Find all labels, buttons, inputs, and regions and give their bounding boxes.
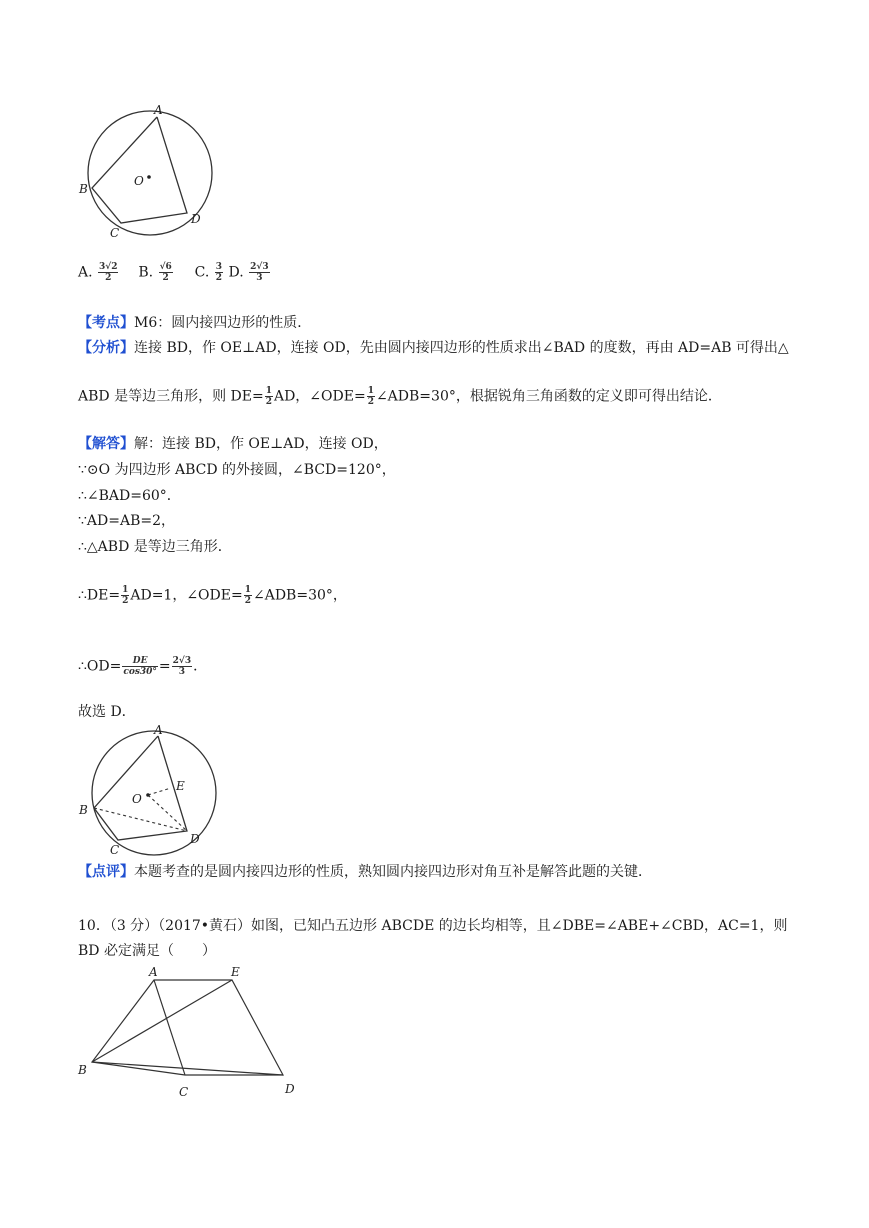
- figure-pentagon: [70, 962, 310, 1102]
- center-dot-2: [146, 793, 150, 797]
- jieda-tag: 【解答】: [78, 436, 134, 452]
- label-D: D: [191, 212, 201, 226]
- label-B-3: B: [78, 1063, 87, 1077]
- jieda-text-1: 解：连接 BD，作 OE⊥AD，连接 OD，: [134, 436, 388, 452]
- fenxi-fraction-1: $\frac{1}{2}$: [265, 386, 272, 407]
- choice-a-letter: A.: [78, 264, 93, 281]
- jieda-text-6b: AD=1，∠ODE=: [130, 587, 243, 604]
- label-O: O: [134, 174, 144, 188]
- fenxi-fraction-2: $\frac{1}{2}$: [367, 386, 374, 407]
- label-D-2: D: [190, 832, 200, 846]
- jieda-line5: ∴△ABD 是等边三角形．: [78, 539, 232, 555]
- fenxi-text-2b: AD，∠ODE=: [273, 388, 366, 405]
- segment-oe-dashed: [148, 788, 171, 795]
- choice-d-fraction: $\frac{2√3}{3}$: [250, 262, 269, 283]
- jieda-line1: [78, 434, 388, 454]
- fenxi-text-2a: ABD 是等边三角形，则 DE=: [78, 388, 264, 405]
- label-O-2: O: [132, 792, 142, 806]
- label-C-3: C: [179, 1085, 189, 1099]
- jieda-line4: ∵AD=AB=2，: [78, 513, 176, 529]
- fenxi-line1: [78, 338, 789, 358]
- label-E-3: E: [231, 965, 240, 979]
- fenxi-tag: 【分析】: [78, 340, 134, 356]
- segment-ac: [154, 980, 185, 1075]
- pentagon-abcde: [92, 980, 283, 1075]
- jieda-fraction-4: $\frac{2√3}{3}$: [172, 656, 192, 677]
- fenxi-text-1: 连接 BD，作 OE⊥AD，连接 OD，先由圆内接四边形的性质求出∠BAD 的度数，再由 AD=AB 可得出△: [134, 340, 789, 356]
- choice-d-letter: D.: [228, 264, 244, 281]
- choices-row: [78, 262, 271, 283]
- jieda-line2: ∵⊙O 为四边形 ABCD 的外接圆，∠BCD=120°，: [78, 462, 396, 478]
- label-B: B: [79, 182, 88, 196]
- label-B-2: B: [79, 803, 88, 817]
- dianping-line: [78, 862, 652, 882]
- jieda-text-6a: ∴DE=: [78, 587, 121, 604]
- choice-b-fraction: $\frac{√6}{2}$: [159, 262, 172, 283]
- label-C: C: [110, 226, 120, 240]
- jieda-fraction-2: $\frac{1}{2}$: [244, 585, 251, 606]
- fenxi-text-2c: ∠ADB=30°，根据锐角三角函数的定义即可得出结论．: [375, 388, 722, 405]
- center-dot: [147, 175, 151, 179]
- choice-c-letter: C.: [194, 264, 210, 281]
- jieda-fraction-1: $\frac{1}{2}$: [122, 585, 129, 606]
- choice-b-letter: B.: [138, 264, 154, 281]
- q10-line1: 10．（3 分）（2017•黄石）如图，已知凸五边形 ABCDE 的边长均相等，且∠DBE=∠ABE+∠CBD，AC=1，则: [78, 918, 788, 934]
- dianping-text: 本题考查的是圆内接四边形的性质，熟知圆内接四边形对角互补是解答此题的关键．: [134, 864, 652, 880]
- label-C-2: C: [110, 843, 120, 857]
- label-D-3: D: [285, 1082, 295, 1096]
- jieda-line3: ∴∠BAD=60°．: [78, 488, 181, 504]
- kaodian-text: M6：圆内接四边形的性质．: [134, 315, 312, 331]
- choice-a-fraction: $\frac{3√2}{2}$: [99, 262, 118, 283]
- label-A-2: A: [154, 723, 163, 737]
- jieda-line7: [78, 656, 207, 677]
- jieda-line8: 故选 D．: [78, 704, 136, 720]
- dianping-tag: 【点评】: [78, 864, 134, 880]
- figure-cyclic-quadrilateral-with-e: [70, 720, 240, 860]
- jieda-line6: [78, 585, 347, 606]
- q10-line2: BD 必定满足（ ）: [78, 943, 216, 959]
- jieda-fraction-3: $\frac{DE}{\cos 30^\circ}$: [123, 656, 157, 677]
- choice-c-fraction: $\frac{3}{2}$: [215, 262, 223, 283]
- kaodian-line: [78, 313, 311, 333]
- jieda-text-7b: ．: [193, 658, 208, 675]
- fenxi-line2: [78, 386, 722, 407]
- jieda-text-6c: ∠ADB=30°，: [252, 587, 347, 604]
- segment-be: [92, 980, 232, 1062]
- jieda-text-7a: ∴OD=: [78, 658, 122, 675]
- jieda-equals: =: [158, 658, 171, 675]
- figure-cyclic-quadrilateral: [70, 100, 240, 245]
- label-A: A: [154, 103, 163, 117]
- quadrilateral-abcd: [92, 117, 187, 223]
- kaodian-tag: 【考点】: [78, 315, 134, 331]
- label-A-3: A: [149, 965, 158, 979]
- segment-bd: [92, 1062, 283, 1075]
- label-E-2: E: [176, 779, 185, 793]
